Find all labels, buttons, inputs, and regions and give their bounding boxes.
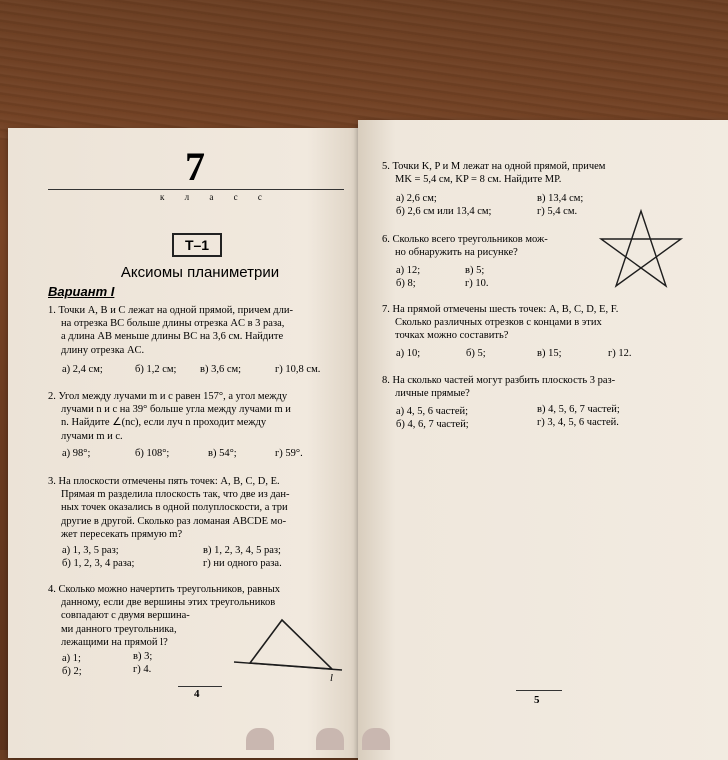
answer-option: г) 4. (133, 664, 152, 675)
question-line: совпадают с двумя вершина- (61, 610, 190, 622)
question-line: жет пересекать прямую m? (61, 528, 183, 540)
answer-option: в) 1, 2, 3, 4, 5 раз; (203, 545, 281, 556)
answer-option: в) 15; (537, 348, 562, 359)
question-line: 1. Точки A, B и C лежат на одной прямой, причем дли- (48, 305, 293, 316)
question-6 (382, 233, 602, 259)
question-line: n. Найдите ∠(nc), если луч n проходит между (61, 417, 267, 429)
answer-option: а) 1, 3, 5 раз; (62, 545, 119, 556)
question-1 (48, 304, 348, 357)
question-5 (382, 160, 692, 186)
answer-option: а) 2,6 см; (396, 193, 437, 204)
grade-number: 7 (185, 144, 205, 189)
question-line: а длина AB меньше длины BC на 3,6 см. Найдите (61, 331, 284, 343)
question-line: лежащими на прямой l? (61, 636, 168, 648)
question-line: 6. Сколько всего треугольников мож- (382, 234, 548, 245)
question-line: лучами m и c. (61, 430, 123, 442)
answer-option: б) 5; (466, 348, 486, 359)
question-line: на отрезка BC больше длины отрезка AC в 3 раза, (61, 318, 285, 330)
question-8 (382, 374, 692, 400)
pentagram-shape (601, 211, 681, 286)
answer-option: б) 1, 2, 3, 4 раза; (62, 558, 135, 569)
answer-option: а) 2,4 см; (62, 364, 103, 375)
answer-option: г) 5,4 см. (537, 206, 578, 217)
question-line: точках можно составить? (395, 330, 509, 342)
answer-option: б) 8; (396, 278, 416, 289)
question-line: 5. Точки K, P и M лежат на одной прямой, причем (382, 161, 606, 172)
variant-heading: Вариант I (48, 284, 115, 299)
grade-label: к л а с с (160, 192, 271, 202)
triangle-shape (250, 620, 332, 669)
answer-option: а) 4, 5, 6 частей; (396, 406, 469, 417)
header-rule (48, 189, 344, 190)
question-line: 2. Угол между лучами m и c равен 157°, а угол между (48, 391, 288, 402)
question-line: лучами n и c на 39° больше угла между лучами m и (61, 404, 291, 416)
question-line: 4. Сколько можно начертить треугольников, равных (48, 584, 281, 595)
answer-option: б) 2,6 см или 13,4 см; (396, 206, 492, 217)
answer-option: а) 12; (396, 265, 421, 276)
answer-option: г) 59°. (275, 448, 303, 459)
page-number-right: 5 (534, 694, 540, 706)
line-l-label: l (330, 673, 333, 684)
answer-option: б) 2; (62, 666, 82, 677)
page-number-left: 4 (194, 688, 200, 700)
answer-option: г) 12. (608, 348, 632, 359)
finger (362, 728, 390, 750)
answer-option: а) 10; (396, 348, 421, 359)
question-line: Сколько различных отрезков с концами в этих (395, 317, 602, 329)
finger (316, 728, 344, 750)
answer-option: г) 3, 4, 5, 6 частей. (537, 417, 619, 428)
question-line: ных точек оказались в одной полуплоскости, а три (61, 502, 288, 514)
question-line: данному, если две вершины этих треугольников (61, 597, 276, 609)
answer-option: а) 98°; (62, 448, 91, 459)
answer-option: г) ни одного раза. (203, 558, 282, 569)
section-title: Аксиомы планиметрии (120, 264, 280, 281)
star-figure (598, 208, 684, 288)
answer-option: в) 4, 5, 6, 7 частей; (537, 404, 620, 415)
finger (246, 728, 274, 750)
answer-option: г) 10. (465, 278, 489, 289)
question-line: 3. На плоскости отмечены пять точек: A, B, C, D, E. (48, 476, 280, 487)
page-number-rule (516, 690, 562, 691)
answer-option: б) 108°; (135, 448, 170, 459)
question-line: 7. На прямой отмечены шесть точек: A, B, C, D, E, F. (382, 304, 619, 315)
question-line: Прямая m разделила плоскость так, что две из дан- (61, 489, 290, 501)
test-code-box: Т–1 (172, 233, 222, 257)
answer-option: в) 13,4 см; (537, 193, 584, 204)
question-2 (48, 390, 348, 443)
question-line: 8. На сколько частей могут разбить плоскость 3 раз- (382, 375, 616, 386)
page-number-rule (178, 686, 222, 687)
question-line: длину отрезка AC. (61, 344, 145, 356)
answer-option: б) 1,2 см; (135, 364, 177, 375)
answer-option: а) 1; (62, 653, 81, 664)
question-3 (48, 475, 348, 541)
answer-option: в) 3; (133, 651, 153, 662)
question-line: но обнаружить на рисунке? (395, 247, 518, 259)
answer-option: в) 54°; (208, 448, 237, 459)
wooden-table (0, 0, 728, 140)
question-line: другие в другой. Сколько раз ломаная ABCDE мо- (61, 515, 287, 527)
answer-option: б) 4, 6, 7 частей; (396, 419, 469, 430)
answer-option: г) 10,8 см. (275, 364, 321, 375)
question-line: MK = 5,4 см, KP = 8 см. Найдите MP. (395, 174, 562, 186)
answer-option: в) 3,6 см; (200, 364, 242, 375)
answer-option: в) 5; (465, 265, 485, 276)
question-line: личные прямые? (395, 388, 470, 400)
question-line: ми данного треугольника, (61, 623, 177, 635)
question-7 (382, 303, 692, 343)
